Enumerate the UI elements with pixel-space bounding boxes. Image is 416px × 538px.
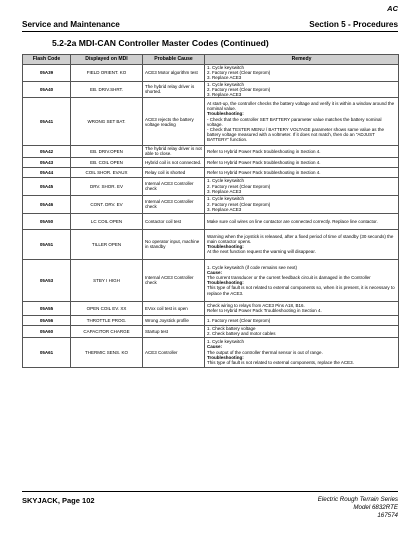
- remedy-cell: [205, 325, 399, 337]
- probable-cause-cell: Internal ACE3 Controller check: [143, 177, 205, 195]
- flash-code-cell: 05A51: [23, 229, 71, 259]
- master-codes-table: [22, 54, 399, 368]
- remedy-cell: [205, 229, 399, 259]
- remedy-line: 2. Check battery and motor cables: [207, 331, 276, 337]
- mdi-display-cell: THROTTLE PROG.: [71, 315, 143, 325]
- flash-code-cell: 05A43: [23, 157, 71, 167]
- mdi-display-cell: CONT. DRV. EV: [71, 195, 143, 213]
- section-title: 5.2-2a MDI-CAN Controller Master Codes (Continued): [52, 38, 269, 48]
- remedy-line: - Check that the controller SET BATTERY parameter value matches the battery nominal voltage.: [207, 116, 383, 127]
- remedy-line: 3. Replace ACE3: [207, 92, 242, 98]
- table-row: [23, 213, 399, 229]
- remedy-line: Refer to Hybrid Power Pack troubleshooting in Section 4.: [207, 148, 321, 154]
- footer-doc-number: 167574: [377, 512, 398, 519]
- flash-code-cell: 05A45: [23, 177, 71, 195]
- probable-cause-cell: The hybrid relay driver is shorted.: [143, 81, 205, 98]
- flash-code-cell: 05A46: [23, 195, 71, 213]
- remedy-line: 2. Factory reset (Clear Eeprom): [207, 201, 271, 207]
- remedy-line: At the next function request the warning will disappear.: [207, 249, 316, 255]
- remedy-cell: [205, 259, 399, 301]
- remedy-line: The output of the controller thermal sensor is out of range.: [207, 349, 323, 355]
- mdi-display-cell: OPEN COIL EV. XX: [71, 301, 143, 315]
- probable-cause-cell: Relay coil is shorted: [143, 167, 205, 177]
- footer-model: Model 6832RTE: [353, 504, 398, 511]
- remedy-cell: [205, 213, 399, 229]
- remedy-line: 1. Factory reset (Clear Eeprom): [207, 317, 271, 323]
- table-row: [23, 195, 399, 213]
- remedy-line: At start-up, the controller checks the battery voltage and verify it is within a window around the nominal value.: [207, 100, 396, 112]
- probable-cause-cell: Hybrid coil is not connected.: [143, 157, 205, 167]
- remedy-line: Troubleshooting:: [207, 280, 244, 286]
- remedy-line: 1. Cycle keyswitch: [207, 81, 245, 87]
- remedy-line: - Check that TESTER MENU / BATTERY VOLTAGE parameter shows same value as the battery voltage measured with a voltmeter. If it does not match, then do an "ADJUST BATTERY" function.: [207, 126, 386, 143]
- mdi-display-cell: FIELD ORIENT. KO: [71, 65, 143, 82]
- remedy-line: This type of fault is not related to external components so, when it is present, it is necessary to replace the ACE3.: [207, 285, 396, 296]
- table-row: [23, 98, 399, 146]
- flash-code-cell: 05A41: [23, 98, 71, 146]
- probable-cause-cell: Contactor coil test: [143, 213, 205, 229]
- table-row: [23, 167, 399, 177]
- flash-code-cell: 05A60: [23, 325, 71, 337]
- remedy-line: Warning when the joystick is released, after a fixed period of time of standby (30 seconds) the main contactor opens.: [207, 233, 395, 244]
- mdi-display-cell: EB. COIL OPEN: [71, 157, 143, 167]
- page-header: [22, 16, 398, 32]
- flash-code-cell: 05A61: [23, 337, 71, 367]
- remedy-cell: [205, 146, 399, 157]
- mdi-display-cell: EB. DRIV.OPEN: [71, 146, 143, 157]
- table-row: [23, 146, 399, 157]
- remedy-line: 2. Factory reset (Clear Eeprom): [207, 70, 271, 76]
- probable-cause-cell: The hybrid relay driver is not able to close.: [143, 146, 205, 157]
- footer-page-label: SKYJACK, Page 102: [22, 496, 95, 505]
- flash-code-cell: 05A50: [23, 213, 71, 229]
- table-row: [23, 157, 399, 167]
- corner-code: AC: [387, 4, 398, 13]
- table-header-row: [23, 55, 399, 65]
- remedy-line: 1. Cycle keyswitch: [207, 196, 245, 202]
- remedy-line: 1. Cycle keyswitch: [207, 339, 245, 345]
- table-row: [23, 301, 399, 315]
- remedy-line: 2. Factory reset (Clear Eeprom): [207, 183, 271, 189]
- remedy-line: Make sure coil wires on line contactor are connected correctly. Replace line contactor.: [207, 218, 378, 224]
- table-row: [23, 229, 399, 259]
- remedy-line: This type of fault is not related to external components, replace the ACE3.: [207, 359, 354, 365]
- remedy-line: Cause:: [207, 269, 223, 275]
- remedy-line: Troubleshooting:: [207, 244, 244, 250]
- remedy-line: The current transducer or the current feedback circuit is damaged in the Controller: [207, 274, 371, 280]
- flash-code-cell: 05A55: [23, 301, 71, 315]
- column-header-probable-cause: Probable Cause: [143, 55, 205, 65]
- column-header-displayed-on-mdi: Displayed on MDI: [71, 55, 143, 65]
- probable-cause-cell: Startup test: [143, 325, 205, 337]
- flash-code-cell: 05A40: [23, 81, 71, 98]
- remedy-cell: [205, 315, 399, 325]
- page-footer: [22, 491, 398, 519]
- remedy-line: 1. Check battery voltage: [207, 325, 256, 331]
- remedy-line: Troubleshooting:: [207, 111, 244, 117]
- table-row: [23, 65, 399, 82]
- remedy-line: Cause:: [207, 344, 223, 350]
- probable-cause-cell: ACE3 Controller: [143, 337, 205, 367]
- remedy-cell: [205, 177, 399, 195]
- remedy-line: 1. Cycle keyswitch (if code remains see next): [207, 264, 298, 270]
- probable-cause-cell: Internal ACE3 Controller check: [143, 195, 205, 213]
- flash-code-cell: 05A39: [23, 65, 71, 82]
- remedy-line: Refer to Hybrid Power Pack Troubleshooting in Section 4.: [207, 308, 322, 314]
- remedy-cell: [205, 81, 399, 98]
- remedy-cell: [205, 337, 399, 367]
- footer-series: Electric Rough Terrain Series: [317, 496, 398, 503]
- table-row: [23, 325, 399, 337]
- table-row: [23, 259, 399, 301]
- mdi-display-cell: DRV. SHOR. EV: [71, 177, 143, 195]
- remedy-cell: [205, 195, 399, 213]
- probable-cause-cell: Internal ACE3 Controller check: [143, 259, 205, 301]
- remedy-line: Refer to Hybrid Power Pack troubleshooting in Section 4.: [207, 159, 321, 165]
- remedy-line: 3. Replace ACE3: [207, 188, 242, 194]
- remedy-line: Refer to Hybrid Power Pack troubleshooting in Section 4.: [207, 169, 321, 175]
- remedy-line: 1. Cycle keyswitch: [207, 65, 245, 70]
- mdi-display-cell: COIL SHOR. EVAUX: [71, 167, 143, 177]
- table-row: [23, 337, 399, 367]
- remedy-line: 1. Cycle keyswitch: [207, 178, 245, 184]
- flash-code-cell: 05A44: [23, 167, 71, 177]
- column-header-remedy: Remedy: [205, 55, 399, 65]
- remedy-cell: [205, 167, 399, 177]
- mdi-display-cell: LC COIL OPEN: [71, 213, 143, 229]
- table-row: [23, 177, 399, 195]
- mdi-display-cell: THERMIC SENS. KO: [71, 337, 143, 367]
- header-left: Service and Maintenance: [22, 20, 120, 29]
- flash-code-cell: 05A53: [23, 259, 71, 301]
- probable-cause-cell: ACE3 Motor algorithm test: [143, 65, 205, 82]
- flash-code-cell: 05A56: [23, 315, 71, 325]
- header-right: Section 5 - Procedures: [309, 20, 398, 29]
- remedy-line: Troubleshooting:: [207, 354, 244, 360]
- mdi-display-cell: WRONG SET BAT.: [71, 98, 143, 146]
- mdi-display-cell: CAPACITOR CHARGE: [71, 325, 143, 337]
- remedy-cell: [205, 157, 399, 167]
- remedy-cell: [205, 98, 399, 146]
- probable-cause-cell: Wrong Joystick profile: [143, 315, 205, 325]
- remedy-cell: [205, 301, 399, 315]
- table-row: [23, 81, 399, 98]
- mdi-display-cell: EB. DRIV.SHRT.: [71, 81, 143, 98]
- remedy-line: Check wiring to relays from ACE3 Pins A18, B16.: [207, 302, 305, 308]
- probable-cause-cell: ACE3 rejects the battery voltage reading: [143, 98, 205, 146]
- remedy-line: 2. Factory reset (Clear Eeprom): [207, 86, 271, 92]
- mdi-display-cell: TILLER OPEN: [71, 229, 143, 259]
- mdi-display-cell: STBY I HIGH: [71, 259, 143, 301]
- remedy-cell: [205, 65, 399, 82]
- table-body: [23, 65, 399, 368]
- flash-code-cell: 05A42: [23, 146, 71, 157]
- table-row: [23, 315, 399, 325]
- column-header-flash-code: Flash Code: [23, 55, 71, 65]
- remedy-line: 3. Replace ACE3: [207, 75, 242, 81]
- remedy-line: 3. Replace ACE3: [207, 206, 242, 212]
- footer-model-info: [318, 496, 398, 520]
- probable-cause-cell: No operator input, machine in standby: [143, 229, 205, 259]
- probable-cause-cell: EVxx coil test is open: [143, 301, 205, 315]
